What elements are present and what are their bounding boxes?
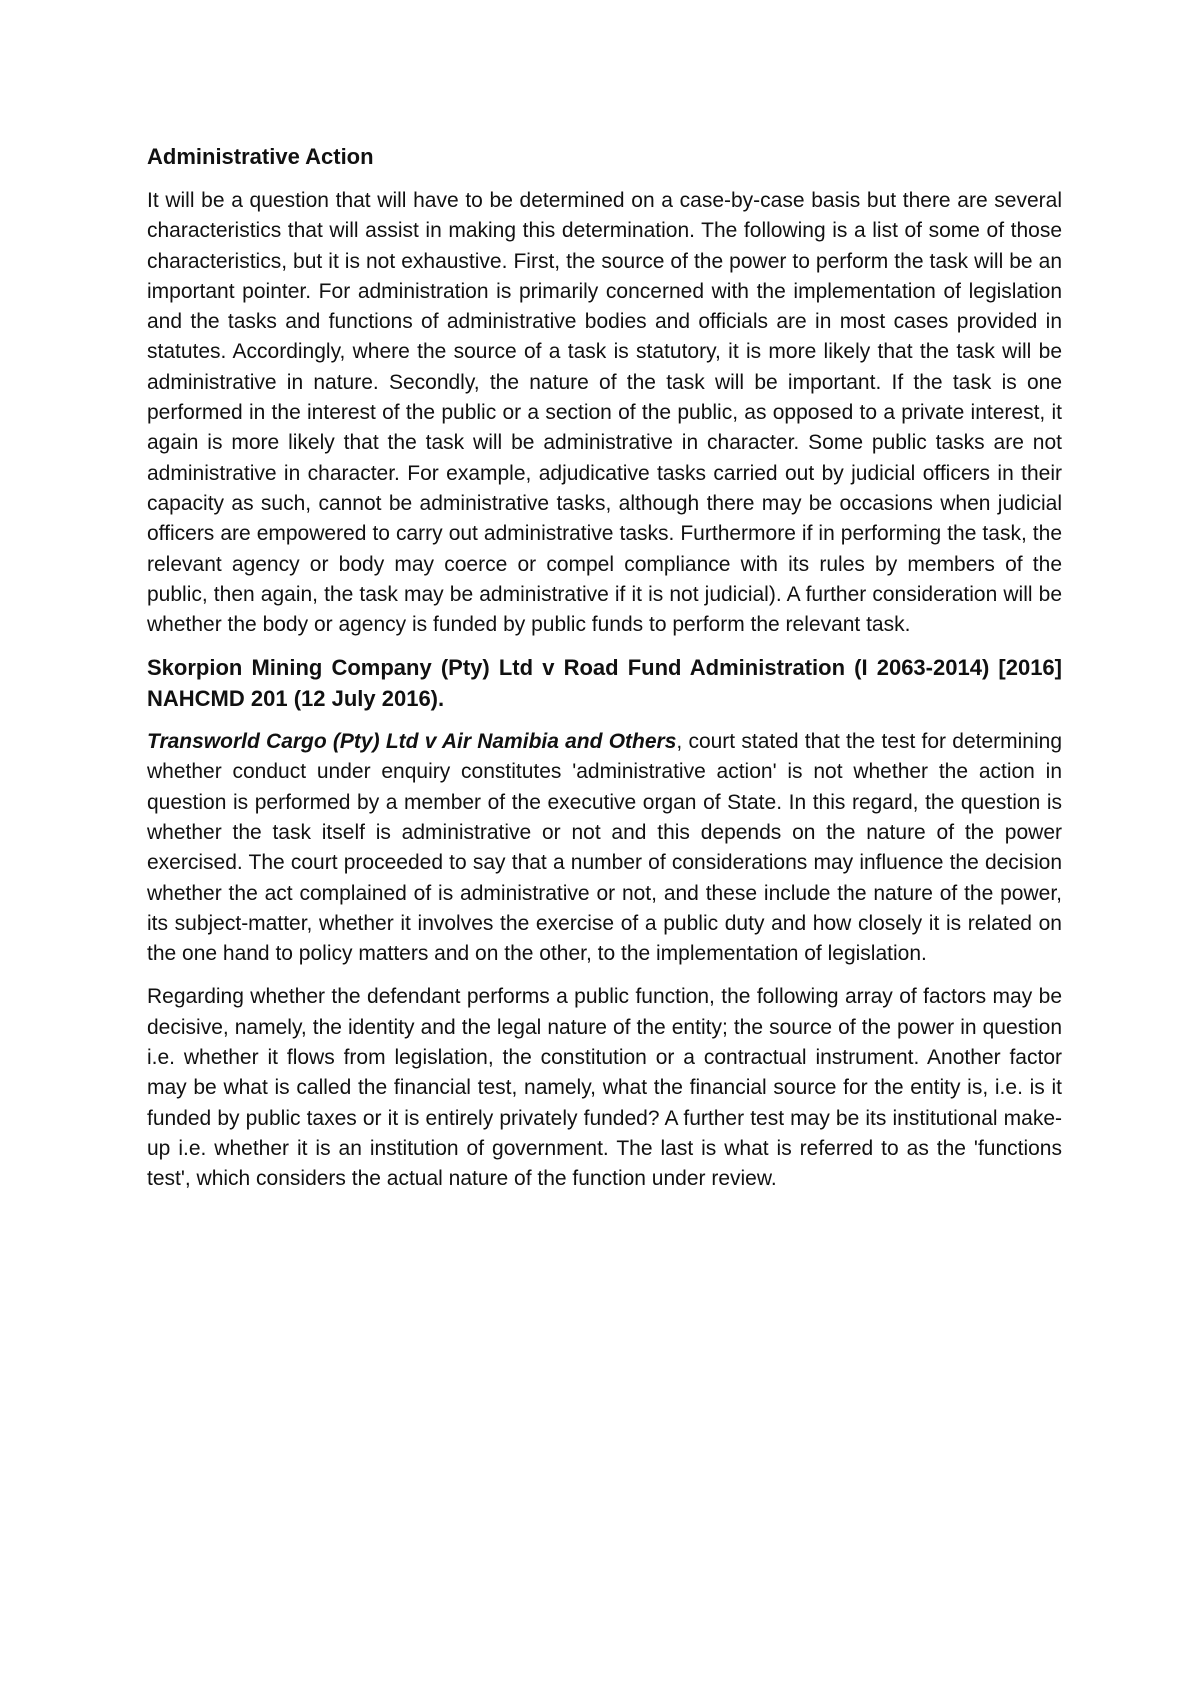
case-name-transworld: Transworld Cargo (Pty) Ltd v Air Namibia and Others bbox=[147, 730, 677, 754]
paragraph-public-function: Regarding whether the defendant performs a public function, the following array of factors may be decisive, namely, the identity and the legal nature of the entity; the source of the power in question i.e. whether it flows from legislation, the constitution or a contractual instrument. Another factor may be what is called the financial test, namely, what the financial source for the entity is, i.e. is it funded by public taxes or it is entirely privately funded? A further test may be its institutional make-up i.e. whether it is an institution of government. The last is what is referred to as the 'functions test', which considers the actual nature of the function under review. bbox=[147, 985, 1062, 1191]
paragraph-characteristics: It will be a question that will have to be determined on a case-by-case basis but there are several characteristics that will assist in making this determination. The following is a list of some of those characteristics, but it is not exhaustive. First, the source of the power to perform the task will be an important pointer. For administration is primarily concerned with the implementation of legislation and the tasks and functions of administrative bodies and officials are in most cases provided in statutes. Accordingly, where the source of a task is statutory, it is more likely that the task will be administrative in nature. Secondly, the nature of the task will be important. If the task is one performed in the interest of the public or a section of the public, as opposed to a private interest, it again is more likely that the task will be administrative in character. Some public tasks are not administrative in character. For example, adjudicative tasks carried out by judicial officers in their capacity as such, cannot be administrative tasks, although there may be occasions when judicial officers are empowered to carry out administrative tasks. Furthermore if in performing the task, the relevant agency or body may coerce or compel compliance with its rules by members of the public, then again, the task may be administrative if it is not judicial). A further consideration will be whether the body or agency is funded by public funds to perform the relevant task. bbox=[147, 189, 1062, 637]
case-citation-skorpion: Skorpion Mining Company (Pty) Ltd v Road Fund Administration (I 2063-2014) [2016] NAHCMD 201 (12 July 2016). bbox=[147, 655, 1062, 711]
paragraph-transworld bbox=[147, 727, 1062, 969]
document-heading: Administrative Action bbox=[147, 144, 374, 169]
paragraph-transworld-text: , court stated that the test for determining whether conduct under enquiry constitutes 'administrative action' is not whether the action in question is performed by a member of the executive organ of State. In this regard, the question is whether the task itself is administrative or not and this depends on the nature of the power exercised. The court proceeded to say that a number of considerations may influence the decision whether the act complained of is administrative or not, and these include the nature of the power, its subject-matter, whether it involves the exercise of a public duty and how closely it is related on the one hand to policy matters and on the other, to the implementation of legislation. bbox=[147, 730, 1062, 966]
document-page bbox=[147, 142, 1062, 1208]
